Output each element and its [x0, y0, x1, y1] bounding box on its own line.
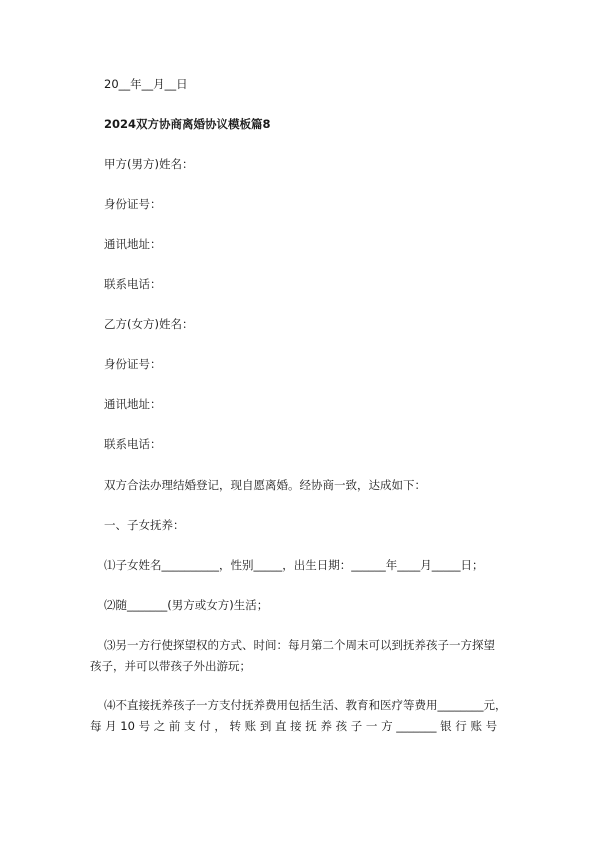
party-a-address-label: 通讯地址： [104, 237, 162, 251]
clause-1: ⑴子女姓名__________，性别_____，出生日期：______年____月_____日； [104, 558, 484, 572]
clause-2: ⑵随_______(男方或女方)生活； [104, 598, 269, 612]
clause-3-line-2: 孩子，并可以带孩子外出游玩； [90, 659, 251, 673]
party-a-phone-label: 联系电话： [104, 277, 162, 291]
intro-paragraph: 双方合法办理结婚登记，现自愿离婚。经协商一致，达成如下： [104, 478, 426, 492]
party-b-name-label: 乙方(女方)姓名： [104, 317, 194, 331]
clause-3-line-1: ⑶另一方行使探望权的方式、时间：每月第二个周末可以到抚养孩子一方探望 [104, 638, 495, 652]
section-title: 2024双方协商离婚协议模板篇8 [104, 117, 271, 131]
clause-4-line-1: ⑷不直接抚养孩子一方支付抚养费用包括生活、教育和医疗等费用________元， [104, 698, 507, 712]
party-b-address-label: 通讯地址： [104, 397, 162, 411]
date-line: 20__年__月__日 [104, 77, 188, 91]
party-b-id-label: 身份证号： [104, 357, 162, 371]
party-a-id-label: 身份证号： [104, 197, 162, 211]
party-a-name-label: 甲方(男方)姓名： [104, 157, 194, 171]
party-b-phone-label: 联系电话： [104, 437, 162, 451]
heading-child-custody: 一、子女抚养： [104, 518, 185, 532]
clause-4-line-2: 每 月 10 号 之 前 支 付 ， 转 账 到 直 接 抚 养 孩 子 一 方 _______ 银 行 账 号 [90, 719, 498, 733]
